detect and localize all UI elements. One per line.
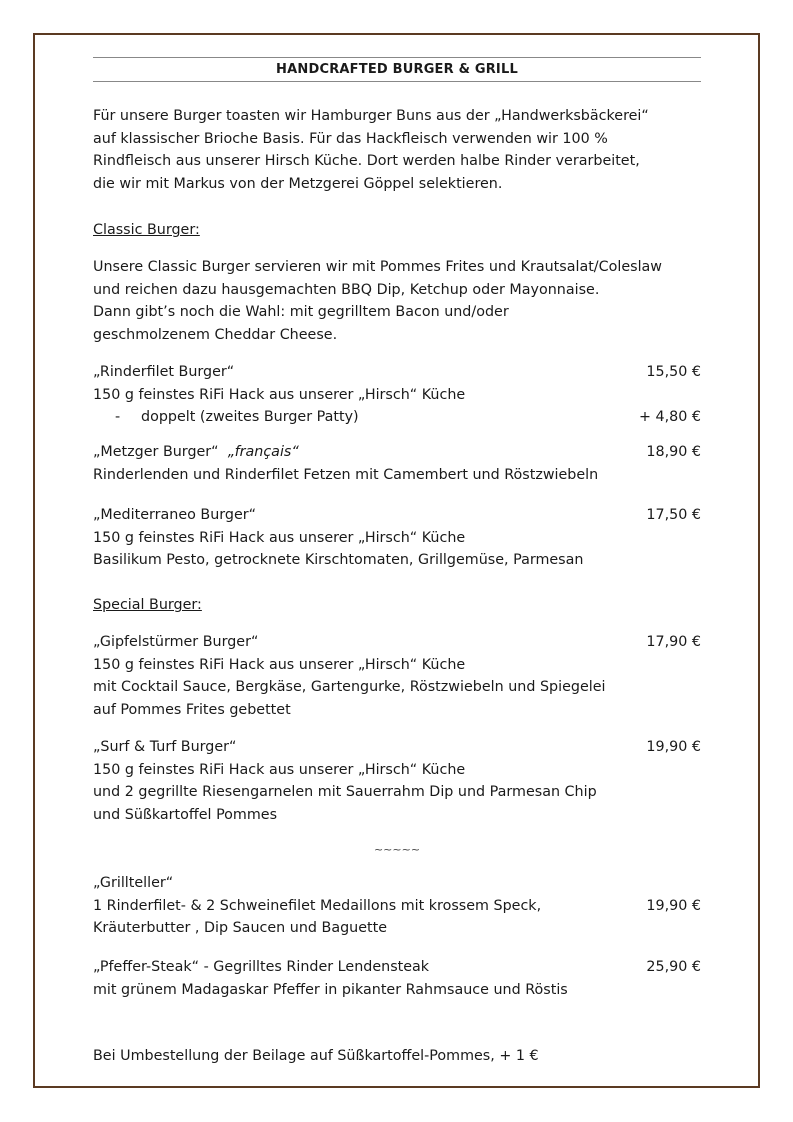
intro-line: auf klassischer Brioche Basis. Für das Hackfleisch verwenden wir 100 % (93, 130, 608, 147)
classic-desc-line: Unsere Classic Burger servieren wir mit Pommes Frites und Krautsalat/Coleslaw (93, 259, 662, 275)
item-description: mit grünem Madagaskar Pfeffer in pikanter Rahmsauce und Röstis (93, 981, 568, 998)
item-description: und Süßkartoffel Pommes (93, 806, 278, 823)
item-price: 15,50 € (646, 364, 701, 380)
sub-option-price: + 4,80 € (639, 409, 701, 425)
item-name: „Mediterraneo Burger“ (93, 507, 257, 523)
item-description: Basilikum Pesto, getrocknete Kirschtomaten, Grillgemüse, Parmesan (93, 552, 584, 568)
intro-line: Für unsere Burger toasten wir Hamburger Buns aus der „Handwerksbäckerei“ (93, 108, 649, 124)
item-price: 25,90 € (646, 959, 701, 975)
item-name: „Metzger Burger“ (93, 444, 219, 460)
item-price: 17,90 € (646, 634, 701, 650)
item-description: auf Pommes Frites gebettet (93, 701, 291, 718)
item-description: 150 g feinstes RiFi Hack aus unserer „Hirsch“ Küche (93, 529, 466, 546)
item-name: „Surf & Turf Burger“ (93, 739, 237, 755)
item-name: „Pfeffer-Steak“ - Gegrilltes Rinder Lendensteak (93, 959, 430, 975)
menu-item-gipfelstuermer-burger (93, 631, 701, 721)
item-price: 19,90 € (646, 897, 701, 914)
title-bar (93, 57, 701, 82)
item-description: 150 g feinstes RiFi Hack aus unserer „Hirsch“ Küche (93, 656, 466, 673)
footer-note: Bei Umbestellung der Beilage auf Süßkartoffel-Pommes, + 1 € (93, 1048, 539, 1064)
intro-line: Rindfleisch aus unserer Hirsch Küche. Dort werden halbe Rinder verarbeitet, (93, 153, 640, 169)
classic-heading: Classic Burger: (93, 222, 200, 238)
classic-desc-line: geschmolzenem Cheddar Cheese. (93, 326, 338, 343)
menu-item-surf-turf-burger (93, 736, 701, 826)
menu-item-metzger-burger (93, 441, 701, 486)
item-description: 150 g feinstes RiFi Hack aus unserer „Hirsch“ Küche (93, 761, 466, 778)
special-heading: Special Burger: (93, 597, 202, 613)
intro-paragraph (93, 105, 701, 195)
sub-option-label: doppelt (zweites Burger Patty) (141, 409, 359, 425)
sub-option-dash: - (115, 409, 121, 425)
section-separator: ~~~~~ (373, 843, 421, 856)
item-description: mit Cocktail Sauce, Bergkäse, Gartengurke, Röstzwiebeln und Spiegelei (93, 679, 606, 695)
item-description: 1 Rinderfilet- & 2 Schweinefilet Medaillons mit krossem Speck, (93, 897, 542, 914)
item-description: und 2 gegrillte Riesengarnelen mit Sauerrahm Dip und Parmesan Chip (93, 784, 597, 800)
item-name: „Gipfelstürmer Burger“ (93, 634, 259, 650)
item-price: 17,50 € (646, 507, 701, 523)
menu-item-pfeffer-steak (93, 956, 701, 1001)
menu-item-grillteller (93, 872, 701, 940)
item-price: 18,90 € (646, 444, 701, 460)
intro-line: die wir mit Markus von der Metzgerei Göppel selektieren. (93, 175, 503, 192)
classic-desc-line: Dann gibt’s noch die Wahl: mit gegrilltem Bacon und/oder (93, 304, 509, 320)
classic-description (93, 256, 701, 346)
item-name: „Rinderfilet Burger“ (93, 364, 235, 380)
item-description: Rinderlenden und Rinderfilet Fetzen mit Camembert und Röstzwiebeln (93, 466, 599, 483)
item-name: „Grillteller“ (93, 875, 174, 891)
page-title: HANDCRAFTED BURGER & GRILL (276, 62, 518, 77)
item-price: 19,90 € (646, 739, 701, 755)
item-name-italic: „français“ (227, 444, 299, 460)
classic-desc-line: und reichen dazu hausgemachten BBQ Dip, Ketchup oder Mayonnaise. (93, 281, 600, 298)
item-description: Kräuterbutter , Dip Saucen und Baguette (93, 920, 388, 936)
item-description: 150 g feinstes RiFi Hack aus unserer „Hirsch“ Küche (93, 386, 466, 403)
menu-item-mediterraneo-burger (93, 504, 701, 572)
menu-item-rinderfilet-burger (93, 361, 701, 429)
